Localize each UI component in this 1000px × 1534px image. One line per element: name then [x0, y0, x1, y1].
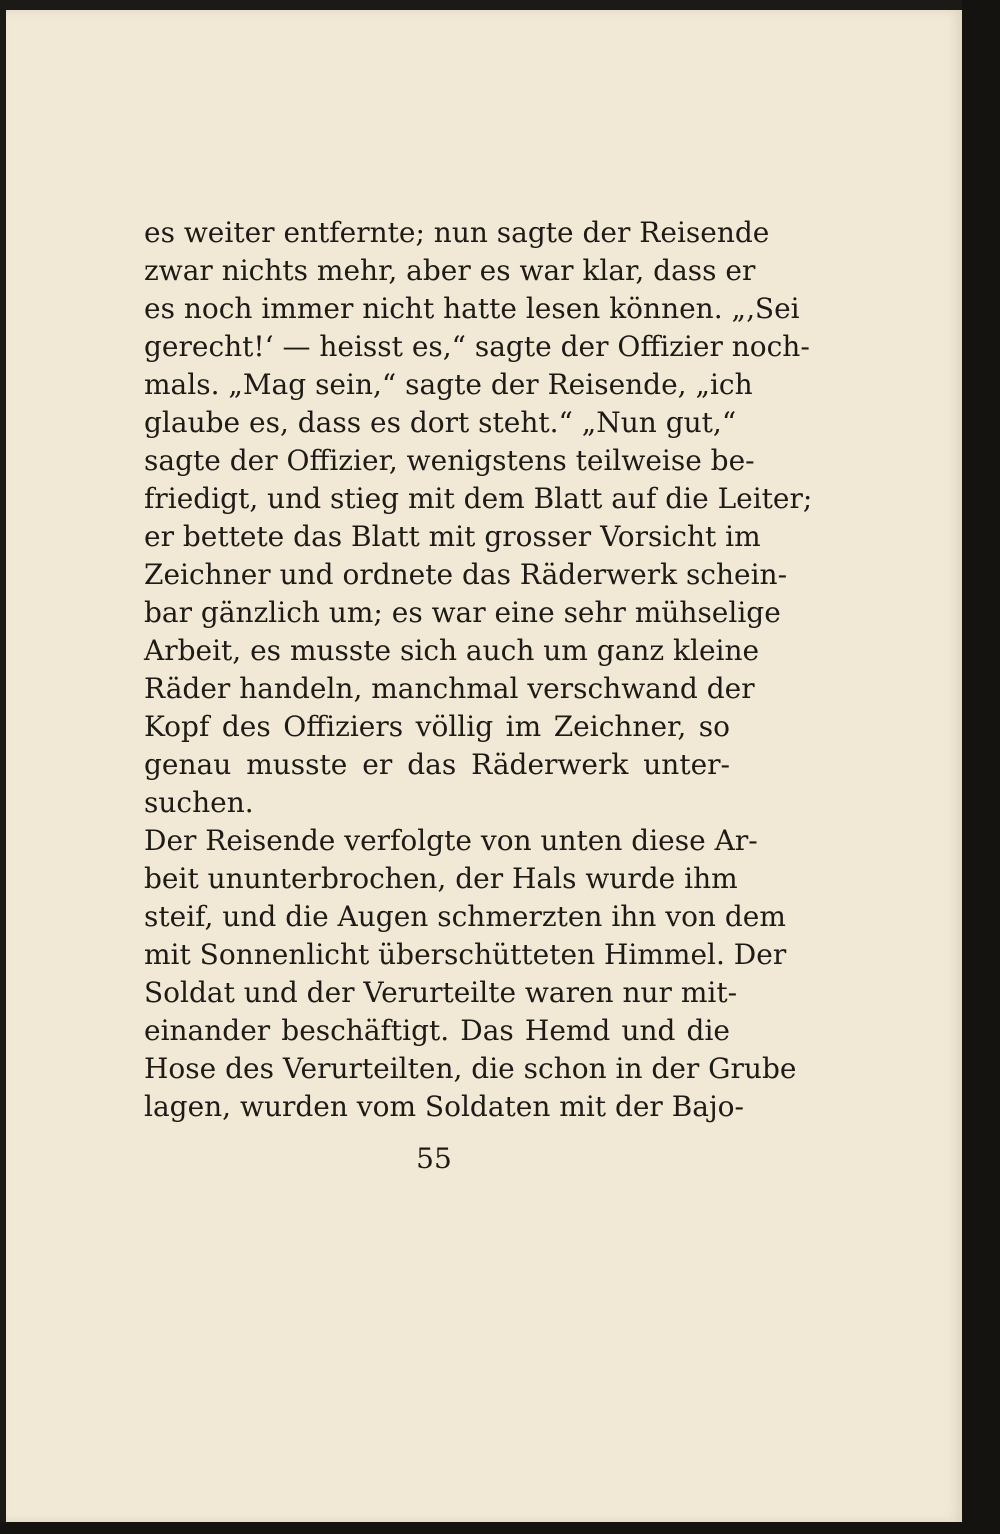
text-line: sagte der Offizier, wenigstens teilweise be-	[144, 444, 755, 477]
text-line: es noch immer nicht hatte lesen können. „‚Sei	[144, 292, 800, 325]
text-line: steif, und die Augen schmerzten ihn von dem	[144, 900, 786, 933]
text-line: Hose des Verurteilten, die schon in der Grube	[144, 1052, 797, 1085]
text-line: suchen.	[144, 786, 254, 819]
text-line: genau musste er das Räderwerk unter-	[144, 748, 730, 781]
text-line: friedigt, und stieg mit dem Blatt auf die Leiter;	[144, 482, 813, 515]
page-number: 55	[416, 1142, 452, 1175]
text-line: zwar nichts mehr, aber es war klar, dass er	[144, 254, 756, 287]
text-line: Kopf des Offiziers völlig im Zeichner, so	[144, 710, 730, 743]
book-bottom-edge	[0, 1522, 1000, 1534]
text-line: bar gänzlich um; es war eine sehr mühselige	[144, 596, 781, 629]
text-line: es weiter entfernte; nun sagte der Reisende	[144, 216, 770, 249]
text-line: Räder handeln, manchmal verschwand der	[144, 672, 755, 705]
text-line: glaube es, dass es dort steht.“ „Nun gut,“	[144, 406, 737, 439]
book-spine-edge	[962, 0, 1000, 1534]
text-line: mit Sonnenlicht überschütteten Himmel. Der	[144, 938, 787, 971]
body-text	[144, 214, 813, 1126]
text-line: Soldat und der Verurteilte waren nur mit-	[144, 976, 738, 1009]
text-line: Arbeit, es musste sich auch um ganz kleine	[144, 634, 760, 667]
text-line: Der Reisende verfolgte von unten diese Ar-	[144, 824, 758, 857]
text-line: mals. „Mag sein,“ sagte der Reisende, „ich	[144, 368, 753, 401]
text-line: gerecht!‘ — heisst es,“ sagte der Offizier noch-	[144, 330, 810, 363]
text-line: er bettete das Blatt mit grosser Vorsicht im	[144, 520, 761, 553]
book-page	[6, 10, 962, 1522]
text-line: beit ununterbrochen, der Hals wurde ihm	[144, 862, 738, 895]
text-line: Zeichner und ordnete das Räderwerk schein-	[144, 558, 788, 591]
text-line: lagen, wurden vom Soldaten mit der Bajo-	[144, 1090, 744, 1123]
text-line: einander beschäftigt. Das Hemd und die	[144, 1014, 730, 1047]
